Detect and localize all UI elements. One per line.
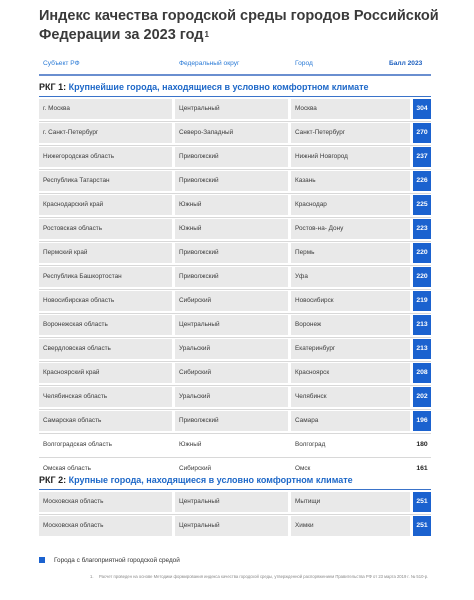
score-cell: 208 xyxy=(413,363,431,383)
section-2-name: Крупные города, находящиеся в условно комфортном климате xyxy=(68,475,353,485)
table-row xyxy=(39,265,431,289)
score-cell: 304 xyxy=(413,99,431,119)
district-cell: Сибирский xyxy=(175,363,288,383)
footnote-number: 1. xyxy=(90,574,94,579)
legend-label: Города с благоприятной городской средой xyxy=(54,557,180,564)
score-cell: 223 xyxy=(413,219,431,239)
table-row xyxy=(39,241,431,265)
region-cell: г. Санкт-Петербург xyxy=(39,123,172,143)
city-cell: Ростов-на- Дону xyxy=(291,219,410,239)
city-cell: Омск xyxy=(291,459,410,479)
district-cell: Приволжский xyxy=(175,243,288,263)
region-cell: Новосибирская область xyxy=(39,291,172,311)
score-cell: 251 xyxy=(413,492,431,512)
table-header xyxy=(39,60,431,72)
score-cell: 226 xyxy=(413,171,431,191)
region-cell: Воронежская область xyxy=(39,315,172,335)
footnote-text: Расчет проведен на основе Методики формирования индекса качества городской среды, утвержденной распоряжением Правительства РФ от 23 марта 2019 г. № 510-р. xyxy=(99,574,429,579)
region-cell: г. Москва xyxy=(39,99,172,119)
city-cell: Казань xyxy=(291,171,410,191)
region-cell: Пермский край xyxy=(39,243,172,263)
score-cell: 202 xyxy=(413,387,431,407)
section-1-code: РКГ 1: xyxy=(39,82,67,92)
region-cell: Самарская область xyxy=(39,411,172,431)
table-row xyxy=(39,313,431,337)
score-cell: 180 xyxy=(413,435,431,455)
region-cell: Нижегородская область xyxy=(39,147,172,167)
table-row xyxy=(39,169,431,193)
score-cell: 161 xyxy=(413,459,431,479)
table-row xyxy=(39,409,431,433)
table-row xyxy=(39,337,431,361)
city-cell: Краснодар xyxy=(291,195,410,215)
header-city: Город xyxy=(295,60,313,67)
city-cell: Красноярск xyxy=(291,363,410,383)
title-footnote-mark: 1 xyxy=(204,30,209,39)
city-cell: Екатеринбург xyxy=(291,339,410,359)
region-cell: Ростовская область xyxy=(39,219,172,239)
city-cell: Челябинск xyxy=(291,387,410,407)
score-cell: 220 xyxy=(413,267,431,287)
district-cell: Южный xyxy=(175,435,288,455)
header-district: Федеральный округ xyxy=(179,60,240,67)
region-cell: Омская область xyxy=(39,459,172,479)
table-row xyxy=(39,385,431,409)
city-cell: Москва xyxy=(291,99,410,119)
district-cell: Сибирский xyxy=(175,291,288,311)
legend-swatch xyxy=(39,557,45,563)
table-row xyxy=(39,193,431,217)
score-cell: 220 xyxy=(413,243,431,263)
score-cell: 270 xyxy=(413,123,431,143)
city-cell: Химки xyxy=(291,516,410,536)
table-row xyxy=(39,217,431,241)
region-cell: Волгоградская область xyxy=(39,435,172,455)
legend xyxy=(39,556,180,566)
score-cell: 213 xyxy=(413,339,431,359)
table-row xyxy=(39,433,431,457)
table-row xyxy=(39,121,431,145)
section-2-code: РКГ 2: xyxy=(39,475,67,485)
score-cell: 251 xyxy=(413,516,431,536)
city-cell: Нижний Новгород xyxy=(291,147,410,167)
city-cell: Санкт-Петербург xyxy=(291,123,410,143)
district-cell: Южный xyxy=(175,195,288,215)
score-cell: 219 xyxy=(413,291,431,311)
page-title xyxy=(39,7,459,45)
score-cell: 237 xyxy=(413,147,431,167)
header-score: Балл 2023 xyxy=(389,60,423,67)
district-cell: Уральский xyxy=(175,387,288,407)
region-cell: Республика Башкортостан xyxy=(39,267,172,287)
city-cell: Новосибирск xyxy=(291,291,410,311)
region-cell: Краснодарский край xyxy=(39,195,172,215)
district-cell: Приволжский xyxy=(175,411,288,431)
header-divider xyxy=(39,74,431,76)
score-cell: 213 xyxy=(413,315,431,335)
city-cell: Мытищи xyxy=(291,492,410,512)
section-1-title xyxy=(39,82,431,94)
district-cell: Сибирский xyxy=(175,459,288,479)
district-cell: Центральный xyxy=(175,99,288,119)
district-cell: Южный xyxy=(175,219,288,239)
district-cell: Центральный xyxy=(175,492,288,512)
table-row xyxy=(39,361,431,385)
region-cell: Московская область xyxy=(39,492,172,512)
city-cell: Пермь xyxy=(291,243,410,263)
table-row xyxy=(39,97,431,121)
district-cell: Центральный xyxy=(175,315,288,335)
region-cell: Республика Татарстан xyxy=(39,171,172,191)
city-cell: Волгоград xyxy=(291,435,410,455)
district-cell: Северо-Западный xyxy=(175,123,288,143)
table-row xyxy=(39,289,431,313)
header-region: Субъект РФ xyxy=(43,60,80,67)
district-cell: Приволжский xyxy=(175,267,288,287)
city-cell: Уфа xyxy=(291,267,410,287)
table-row xyxy=(39,145,431,169)
district-cell: Центральный xyxy=(175,516,288,536)
city-cell: Воронеж xyxy=(291,315,410,335)
table-row xyxy=(39,490,431,514)
region-cell: Челябинская область xyxy=(39,387,172,407)
score-cell: 225 xyxy=(413,195,431,215)
district-cell: Уральский xyxy=(175,339,288,359)
region-cell: Красноярский край xyxy=(39,363,172,383)
footnote xyxy=(90,574,429,580)
section-1-name: Крупнейшие города, находящиеся в условно комфортном климате xyxy=(68,82,369,92)
table-row xyxy=(39,514,431,538)
region-cell: Свердловская область xyxy=(39,339,172,359)
score-cell: 196 xyxy=(413,411,431,431)
district-cell: Приволжский xyxy=(175,171,288,191)
section-2-title xyxy=(39,475,431,487)
district-cell: Приволжский xyxy=(175,147,288,167)
page-title-text: Индекс качества городской среды городов Российской Федерации за 2023 год xyxy=(39,8,439,43)
region-cell: Московская область xyxy=(39,516,172,536)
city-cell: Самара xyxy=(291,411,410,431)
